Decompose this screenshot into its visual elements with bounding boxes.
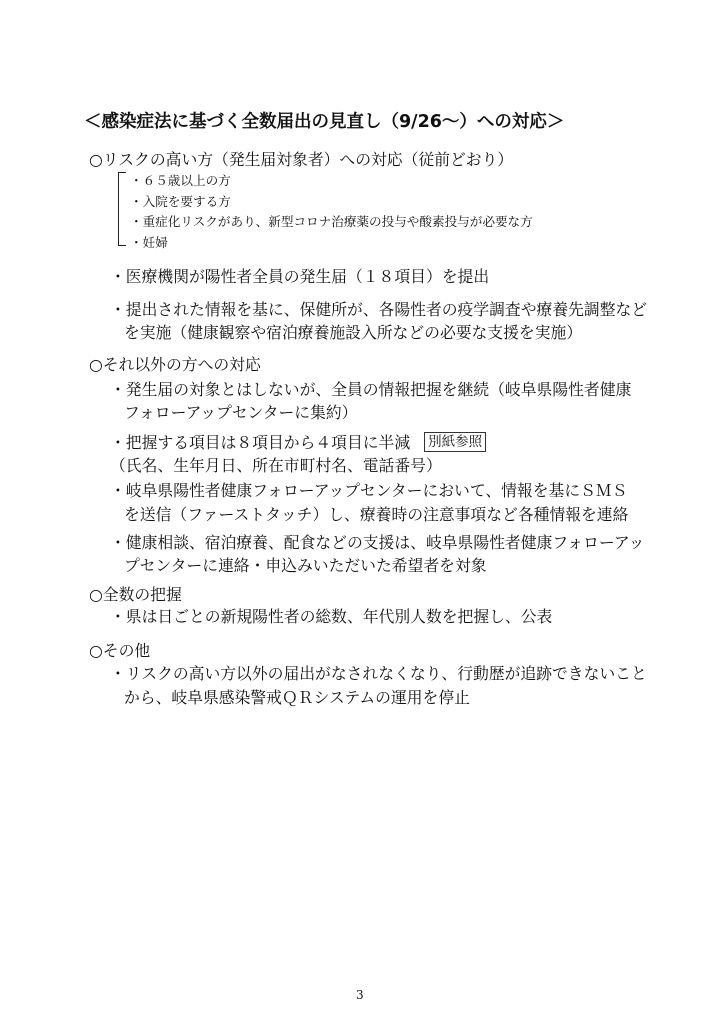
bullet-item: ・医療機関が陽性者全員の発生届（１８項目）を提出: [110, 267, 490, 286]
document-title: ＜感染症法に基づく全数届出の見直し（9/26～）への対応＞: [84, 112, 565, 132]
bullet-item: ・リスクの高い方以外の届出がなされなくなり、行動歴が追跡できないこと: [110, 664, 647, 683]
page-number: 3: [356, 988, 364, 1002]
target-item: ・妊婦: [130, 235, 168, 250]
section-heading-others: ○それ以外の方への対応: [89, 355, 261, 374]
bullet-continuation: から、岐阜県感染警戒ＱＲシステムの運用を停止: [124, 688, 470, 707]
bullet-continuation: を送信（ファーストタッチ）し、療養時の注意事項など各種情報を連絡: [124, 505, 629, 524]
bullet-continuation: を実施（健康観察や宿泊療養施設入所などの必要な支援を実施）: [124, 323, 583, 342]
reference-note-box: 別紙参照: [424, 432, 486, 452]
bullet-item: ・岐阜県陽性者健康フォローアップセンターにおいて、情報を基にＳＭＳ: [110, 481, 628, 500]
bullet-text: ・把握する項目は８項目から４項目に半減: [110, 433, 411, 452]
bullet-item: ・健康相談、宿泊療養、配食などの支援は、岐阜県陽性者健康フォローアッ: [110, 533, 645, 552]
bullet-continuation: （氏名、生年月日、所在市町村名、電話番号）: [110, 456, 442, 475]
bullet-item: ・提出された情報を基に、保健所が、各陽性者の疫学調査や療養先調整など: [110, 300, 648, 319]
target-item: ・入院を要する方: [130, 194, 231, 209]
section-heading-total: ○全数の把握: [89, 585, 182, 604]
target-item: ・重症化リスクがあり、新型コロナ治療薬の投与や酸素投与が必要な方: [130, 214, 533, 229]
bullet-item: [110, 430, 486, 454]
bullet-item: ・発生届の対象とはしないが、全員の情報把握を継続（岐阜県陽性者健康: [110, 380, 632, 399]
bullet-continuation: フォローアップセンターに集約）: [124, 403, 358, 422]
bullet-item: ・県は日ごとの新規陽性者の総数、年代別人数を把握し、公表: [110, 607, 553, 626]
section-heading-other: ○その他: [89, 641, 151, 660]
bullet-continuation: プセンターに連絡・申込みいただいた希望者を対象: [124, 556, 487, 575]
section-heading-high-risk: ○リスクの高い方（発生届対象者）への対応（従前どおり）: [89, 150, 514, 169]
target-list-bracket: [118, 172, 126, 246]
target-item: ・６５歳以上の方: [130, 173, 231, 188]
